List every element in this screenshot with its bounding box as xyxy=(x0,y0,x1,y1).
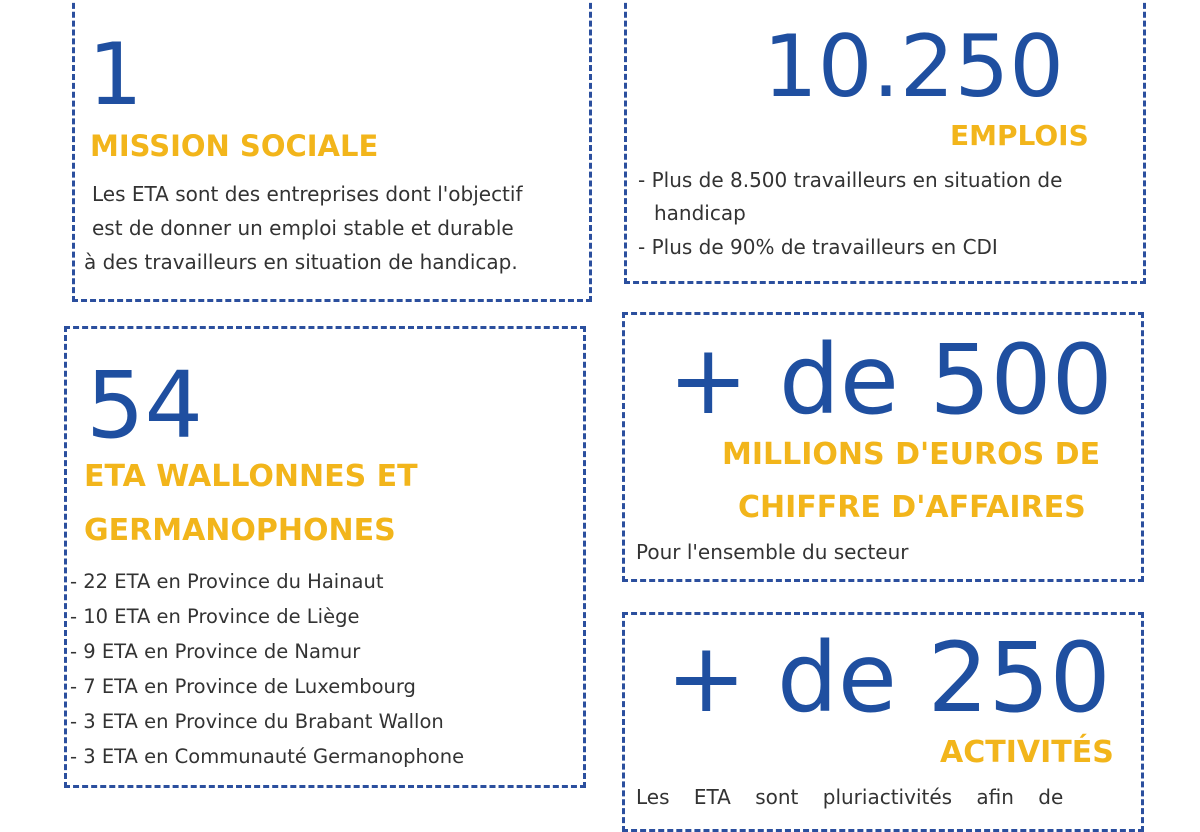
mission-sociale-text-line: Les ETA sont des entreprises dont l'objectif xyxy=(92,182,523,206)
eta-count-heading: ETA WALLONNES ET xyxy=(84,459,418,494)
list-item: - 3 ETA en Province du Brabant Wallon xyxy=(70,710,444,733)
mission-sociale-number: 1 xyxy=(88,25,143,125)
chiffre-affaires-text: Pour l'ensemble du secteur xyxy=(636,540,909,564)
chiffre-affaires-number: + de 500 xyxy=(668,324,1113,436)
mission-sociale-heading: MISSION SOCIALE xyxy=(90,129,379,163)
emplois-text-line: handicap xyxy=(654,201,746,225)
activites-text: Les ETA sont pluriactivités afin de xyxy=(636,785,1064,809)
list-item: - 10 ETA en Province de Liège xyxy=(70,605,360,628)
chiffre-affaires-heading: CHIFFRE D'AFFAIRES xyxy=(738,490,1086,525)
emplois-number: 10.250 xyxy=(763,17,1064,117)
emplois-text-line: - Plus de 8.500 travailleurs en situation de xyxy=(638,168,1063,192)
list-item: - 7 ETA en Province de Luxembourg xyxy=(70,675,416,698)
activites-heading: ACTIVITÉS xyxy=(940,735,1114,770)
eta-count-number: 54 xyxy=(86,352,204,459)
list-item: - 9 ETA en Province de Namur xyxy=(70,640,361,663)
mission-sociale-text-line: à des travailleurs en situation de handicap. xyxy=(84,250,518,274)
chiffre-affaires-heading: MILLIONS D'EUROS DE xyxy=(722,437,1101,472)
mission-sociale-text-line: est de donner un emploi stable et durable xyxy=(92,216,514,240)
list-item: - 22 ETA en Province du Hainaut xyxy=(70,570,384,593)
emplois-text-line: - Plus de 90% de travailleurs en CDI xyxy=(638,235,998,259)
emplois-heading: EMPLOIS xyxy=(950,119,1089,152)
list-item: - 3 ETA en Communauté Germanophone xyxy=(70,745,465,768)
activites-number: + de 250 xyxy=(666,622,1111,734)
eta-count-heading: GERMANOPHONES xyxy=(84,513,396,548)
